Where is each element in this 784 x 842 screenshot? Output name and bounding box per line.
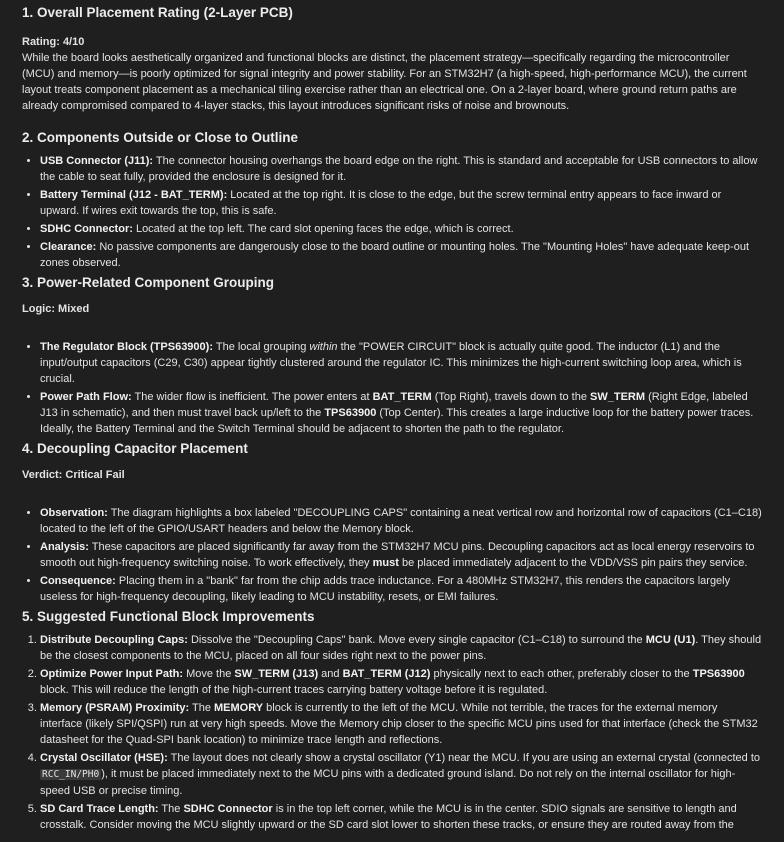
item-text: No passive components are dangerously close to the board outline or mounting holes. The "Mounting Holes" have adequate keep-out zones observed.	[40, 241, 750, 269]
item-term: Distribute Decoupling Caps:	[40, 634, 188, 646]
item-term: SDHC Connector:	[40, 223, 133, 235]
item-term: Observation:	[40, 507, 108, 519]
section-title: 3. Power-Related Component Grouping	[22, 275, 275, 290]
item-term: Power Path Flow:	[40, 391, 132, 403]
item-term: SD Card Trace Length:	[40, 803, 159, 815]
verdict-label: Verdict: Critical Fail	[22, 469, 125, 481]
section-overall-rating	[22, 4, 762, 114]
item-term: Clearance:	[40, 241, 97, 253]
list-item	[40, 239, 762, 271]
list-item: 2. Optimize Power Input Path: Move the SW_TERM (J13) and BAT_TERM (J12) physically next to each other, preferably closer to the TPS63900 block. This will reduce the length of the high-current traces carrying battery voltage before it is regulated.	[40, 666, 762, 698]
section-outline-components	[22, 129, 762, 271]
section-title: 4. Decoupling Capacitor Placement	[22, 441, 248, 456]
rating-paragraph: While the board looks aesthetically organized and functional blocks are distinct, the placement strategy—specifically regarding the microcontroller (MCU) and memory—is poorly optimized for signal integrity and power stability. For an STM32H7 (a high-speed, high-performance MCU), the current layout treats component placement as a mechanical tiling exercise rather than an electrical one. On a 2-layer board, where ground return paths are already compromised compared to 4-layer stacks, this layout introduces significant risks of noise and brownouts.	[22, 52, 747, 112]
item-term: Consequence:	[40, 575, 116, 587]
section-title: 2. Components Outside or Close to Outline	[22, 130, 299, 145]
section-title: 5. Suggested Functional Block Improvements	[22, 609, 315, 624]
section-power-grouping	[22, 274, 762, 437]
item-term: The Regulator Block (TPS63900):	[40, 341, 213, 353]
numbered-list	[22, 632, 762, 833]
list-item: 4. Crystal Oscillator (HSE): The layout does not clearly show a crystal oscillator (Y1) near the MCU. If you are using an external crystal (connected to RCC_IN/PH0 ), it must be placed immediately next to the MCU pins with a dedicated ground island. Do not rely on the internal oscillator for high-speed USB or precise timing.	[40, 750, 762, 799]
logic-label: Logic: Mixed	[22, 303, 90, 315]
bullet-list	[22, 339, 762, 437]
list-item: • Consequence: Placing them in a "bank" far from the chip adds trace inductance. For a 480MHz STM32H7, this renders the capacitors largely useless for high-frequency decoupling, likely leading to MCU instability, resets, or EMI failures.	[40, 573, 762, 605]
list-item: 5. SD Card Trace Length: The SDHC Connector is in the top left corner, while the MCU is in the center. SDIO signals are sensitive to length and crosstalk. Consider moving the MCU slightly upward or the SD card slot lower to shorten these tracks, or ensure they are routed away from the	[40, 801, 762, 833]
item-term: Crystal Oscillator (HSE):	[40, 752, 168, 764]
bullet-list	[22, 505, 762, 605]
section-decoupling	[22, 440, 762, 605]
item-term: USB Connector (J11):	[40, 155, 154, 167]
section-improvements	[22, 608, 762, 833]
inline-code: RCC_IN/PH0	[42, 769, 100, 780]
list-item: • Observation: The diagram highlights a box labeled "DECOUPLING CAPS" containing a neat vertical row and horizontal row of capacitors (C1–C18) located to the left of the GPIO/USART headers and below the Memory block.	[40, 505, 762, 537]
section-title: 1. Overall Placement Rating (2-Layer PCB)	[22, 5, 293, 20]
item-text: Located at the top left. The card slot opening faces the edge, which is correct.	[132, 223, 514, 235]
item-text: The connector housing overhangs the board edge on the right. This is standard and acceptable for USB connectors to allow the cable to seat fully, provided the enclosure is designed for it.	[40, 155, 758, 183]
item-term: Optimize Power Input Path:	[40, 668, 184, 680]
list-item: • Analysis: These capacitors are placed significantly far away from the STM32H7 MCU pins. Decoupling capacitors act as local energy reservoirs to smooth out high-frequency switching noise. To work effectively, they must be placed immediately adjacent to the VDD/VSS pin pairs they service.	[40, 539, 762, 571]
bullet-list	[22, 153, 762, 271]
list-item	[40, 153, 762, 185]
item-term: Analysis:	[40, 541, 89, 553]
list-item	[40, 221, 762, 237]
item-text: Located at the top right. It is close to the edge, but the screw terminal entry appears to face inward or upward. If wires exit towards the top, this is safe.	[40, 189, 722, 217]
list-item: 3. Memory (PSRAM) Proximity: The MEMORY block is currently to the left of the MCU. While not terrible, the traces for the external memory interface (likely SPI/QSPI) run at very high speeds. Move the Memory chip closer to the specific MCU pins used for that interface (check the STM32 datasheet for the Quad-SPI bank location) to minimize trace length and reflections.	[40, 700, 762, 748]
list-item	[40, 187, 762, 219]
item-term: Battery Terminal (J12 - BAT_TERM):	[40, 189, 228, 201]
item-term: Memory (PSRAM) Proximity:	[40, 702, 190, 714]
list-item: 1. Distribute Decoupling Caps: Dissolve the "Decoupling Caps" bank. Move every single capacitor (C1–C18) to surround the MCU (U1). They should be the closest components to the MCU, placed on all four sides right next to the power pins.	[40, 632, 762, 664]
list-item: • Power Path Flow: The wider flow is inefficient. The power enters at BAT_TERM (Top Right), travels down to the SW_TERM (Right Edge, labeled J13 in schematic), and then must travel back up/left to the TPS63900 (Top Center). This creates a large inductive loop for the battery power traces. Ideally, the Battery Terminal and the Switch Terminal should be adjacent to shorten the path to the regulator.	[40, 389, 762, 437]
rating-label: Rating: 4/10	[22, 36, 85, 48]
list-item: • The Regulator Block (TPS63900): The local grouping within the "POWER CIRCUIT" block is actually quite good. The inductor (L1) and the input/output capacitors (C29, C30) appear tightly clustered around the regulator IC. This minimizes the high-current switching loop area, which is crucial.	[40, 339, 762, 387]
